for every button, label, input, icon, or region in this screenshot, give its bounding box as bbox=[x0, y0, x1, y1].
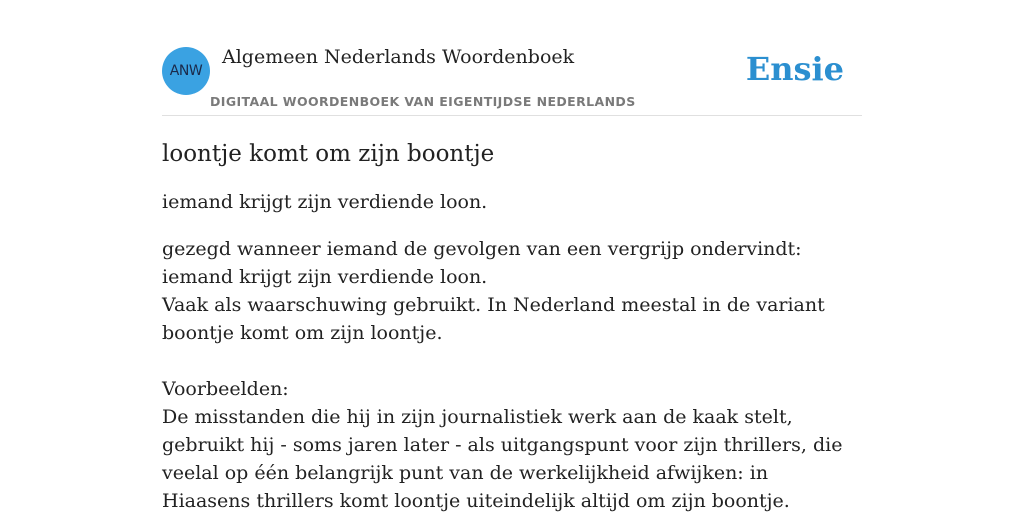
ensie-logo[interactable]: Ensie bbox=[745, 50, 844, 88]
examples-label: Voorbeelden: bbox=[162, 378, 289, 400]
entry-term: loontje komt om zijn boontje bbox=[162, 141, 495, 167]
entry-content bbox=[162, 138, 862, 512]
entry-definition: gezegd wanneer iemand de gevolgen van een vergrijp ondervindt: iemand krijgt zijn verdiende loon. bbox=[162, 238, 802, 288]
entry-body bbox=[162, 235, 862, 512]
anw-logo[interactable]: ANW bbox=[162, 47, 210, 95]
entry-summary: iemand krijgt zijn verdiende loon. bbox=[162, 191, 488, 213]
example-sentence: De misstanden die hij in zijn journalistiek werk aan de kaak stelt, gebruikt hij - soms jaren later - als uitgangspunt voor zijn thrillers, die veelal op één belangrijk punt van de werkelijkheid afwijken: in Hiaasens thrillers komt loontje uiteindelijk altijd om zijn boontje. bbox=[162, 406, 843, 512]
site-title[interactable]: Algemeen Nederlands Woordenboek bbox=[222, 46, 575, 68]
entry-usage-note: Vaak als waarschuwing gebruikt. In Nederland meestal in de variant boontje komt om zijn loontje. bbox=[162, 294, 825, 344]
site-subtitle: DIGITAAL WOORDENBOEK VAN EIGENTIJDSE NEDERLANDS bbox=[210, 94, 636, 109]
paragraph-gap bbox=[162, 347, 862, 375]
site-header bbox=[162, 46, 862, 116]
